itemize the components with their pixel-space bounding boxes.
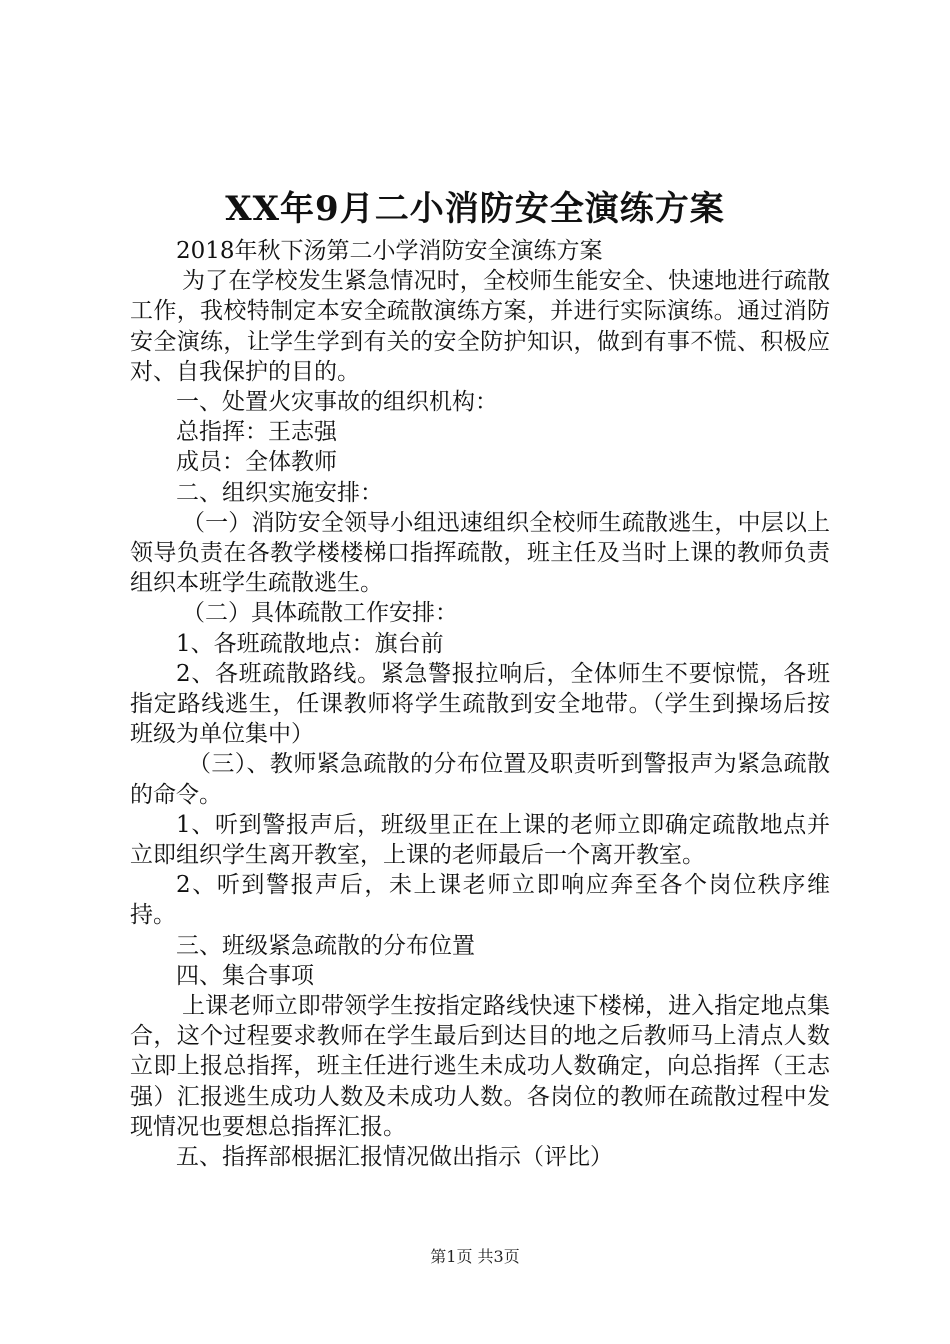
- teacher-duty-1-paragraph: 1、听到警报声后，班级里正在上课的老师立即确定疏散地点并立即组织学生离开教室，上课的老师最后一个离开教室。: [130, 811, 830, 869]
- document-body: [130, 236, 830, 1172]
- subtitle-paragraph: 2018年秋下汤第二小学消防安全演练方案: [176, 238, 603, 264]
- teacher-duty-2-paragraph: 2、听到警报声后，未上课老师立即响应奔至各个岗位秩序维持。: [130, 872, 830, 929]
- document-title: XX年9月二小消防安全演练方案: [225, 189, 725, 229]
- subsection-3-paragraph: （三）、教师紧急疏散的分布位置及职责听到警报声为紧急疏散的命令。: [130, 751, 830, 808]
- page-number-footer: 第1页 共3页: [430, 1247, 520, 1266]
- evacuation-route-paragraph: 2、各班疏散路线。紧急警报拉响后，全体师生不要惊慌，各班指定路线逃生，任课教师将学生疏散到安全地带。（学生到操场后按班级为单位集中）: [130, 660, 830, 748]
- members-line: 成员：全体教师: [176, 449, 337, 476]
- subsection-1-paragraph: （一）消防安全领导小组迅速组织全校师生疏散逃生，中层以上领导负责在各教学楼楼梯口指挥疏散，班主任及当时上课的教师负责组织本班学生疏散逃生。: [130, 509, 830, 597]
- assembly-paragraph: 上课老师立即带领学生按指定路线快速下楼梯，进入指定地点集合，这个过程要求教师在学生最后到达目的地之后教师马上清点人数立即上报总指挥，班主任进行逃生未成功人数确定，向总指挥（王志强）汇报逃生成功人数及未成功人数。各岗位的教师在疏散过程中发现情况也要想总指挥汇报。: [130, 993, 830, 1140]
- section-heading-1: 一、处置火灾事故的组织机构：: [176, 389, 498, 416]
- intro-paragraph: 为了在学校发生紧急情况时，全校师生能安全、快速地进行疏散工作，我校特制定本安全疏散演练方案，并进行实际演练。通过消防安全演练，让学生学到有关的安全防护知识，做到有事不慌、积极应对、自我保护的目的。: [130, 268, 830, 385]
- section-heading-2: 二、组织实施安排：: [176, 479, 383, 506]
- section-heading-3: 三、班级紧急疏散的分布位置: [176, 932, 475, 959]
- subsection-2-heading: （二）具体疏散工作安排：: [182, 600, 458, 627]
- section-heading-4: 四、集合事项: [176, 962, 314, 989]
- section-heading-5: 五、指挥部根据汇报情况做出指示（评比）: [176, 1144, 613, 1171]
- evacuation-location-line: 1、各班疏散地点：旗台前: [176, 630, 444, 657]
- commander-line: 总指挥：王志强: [176, 419, 337, 446]
